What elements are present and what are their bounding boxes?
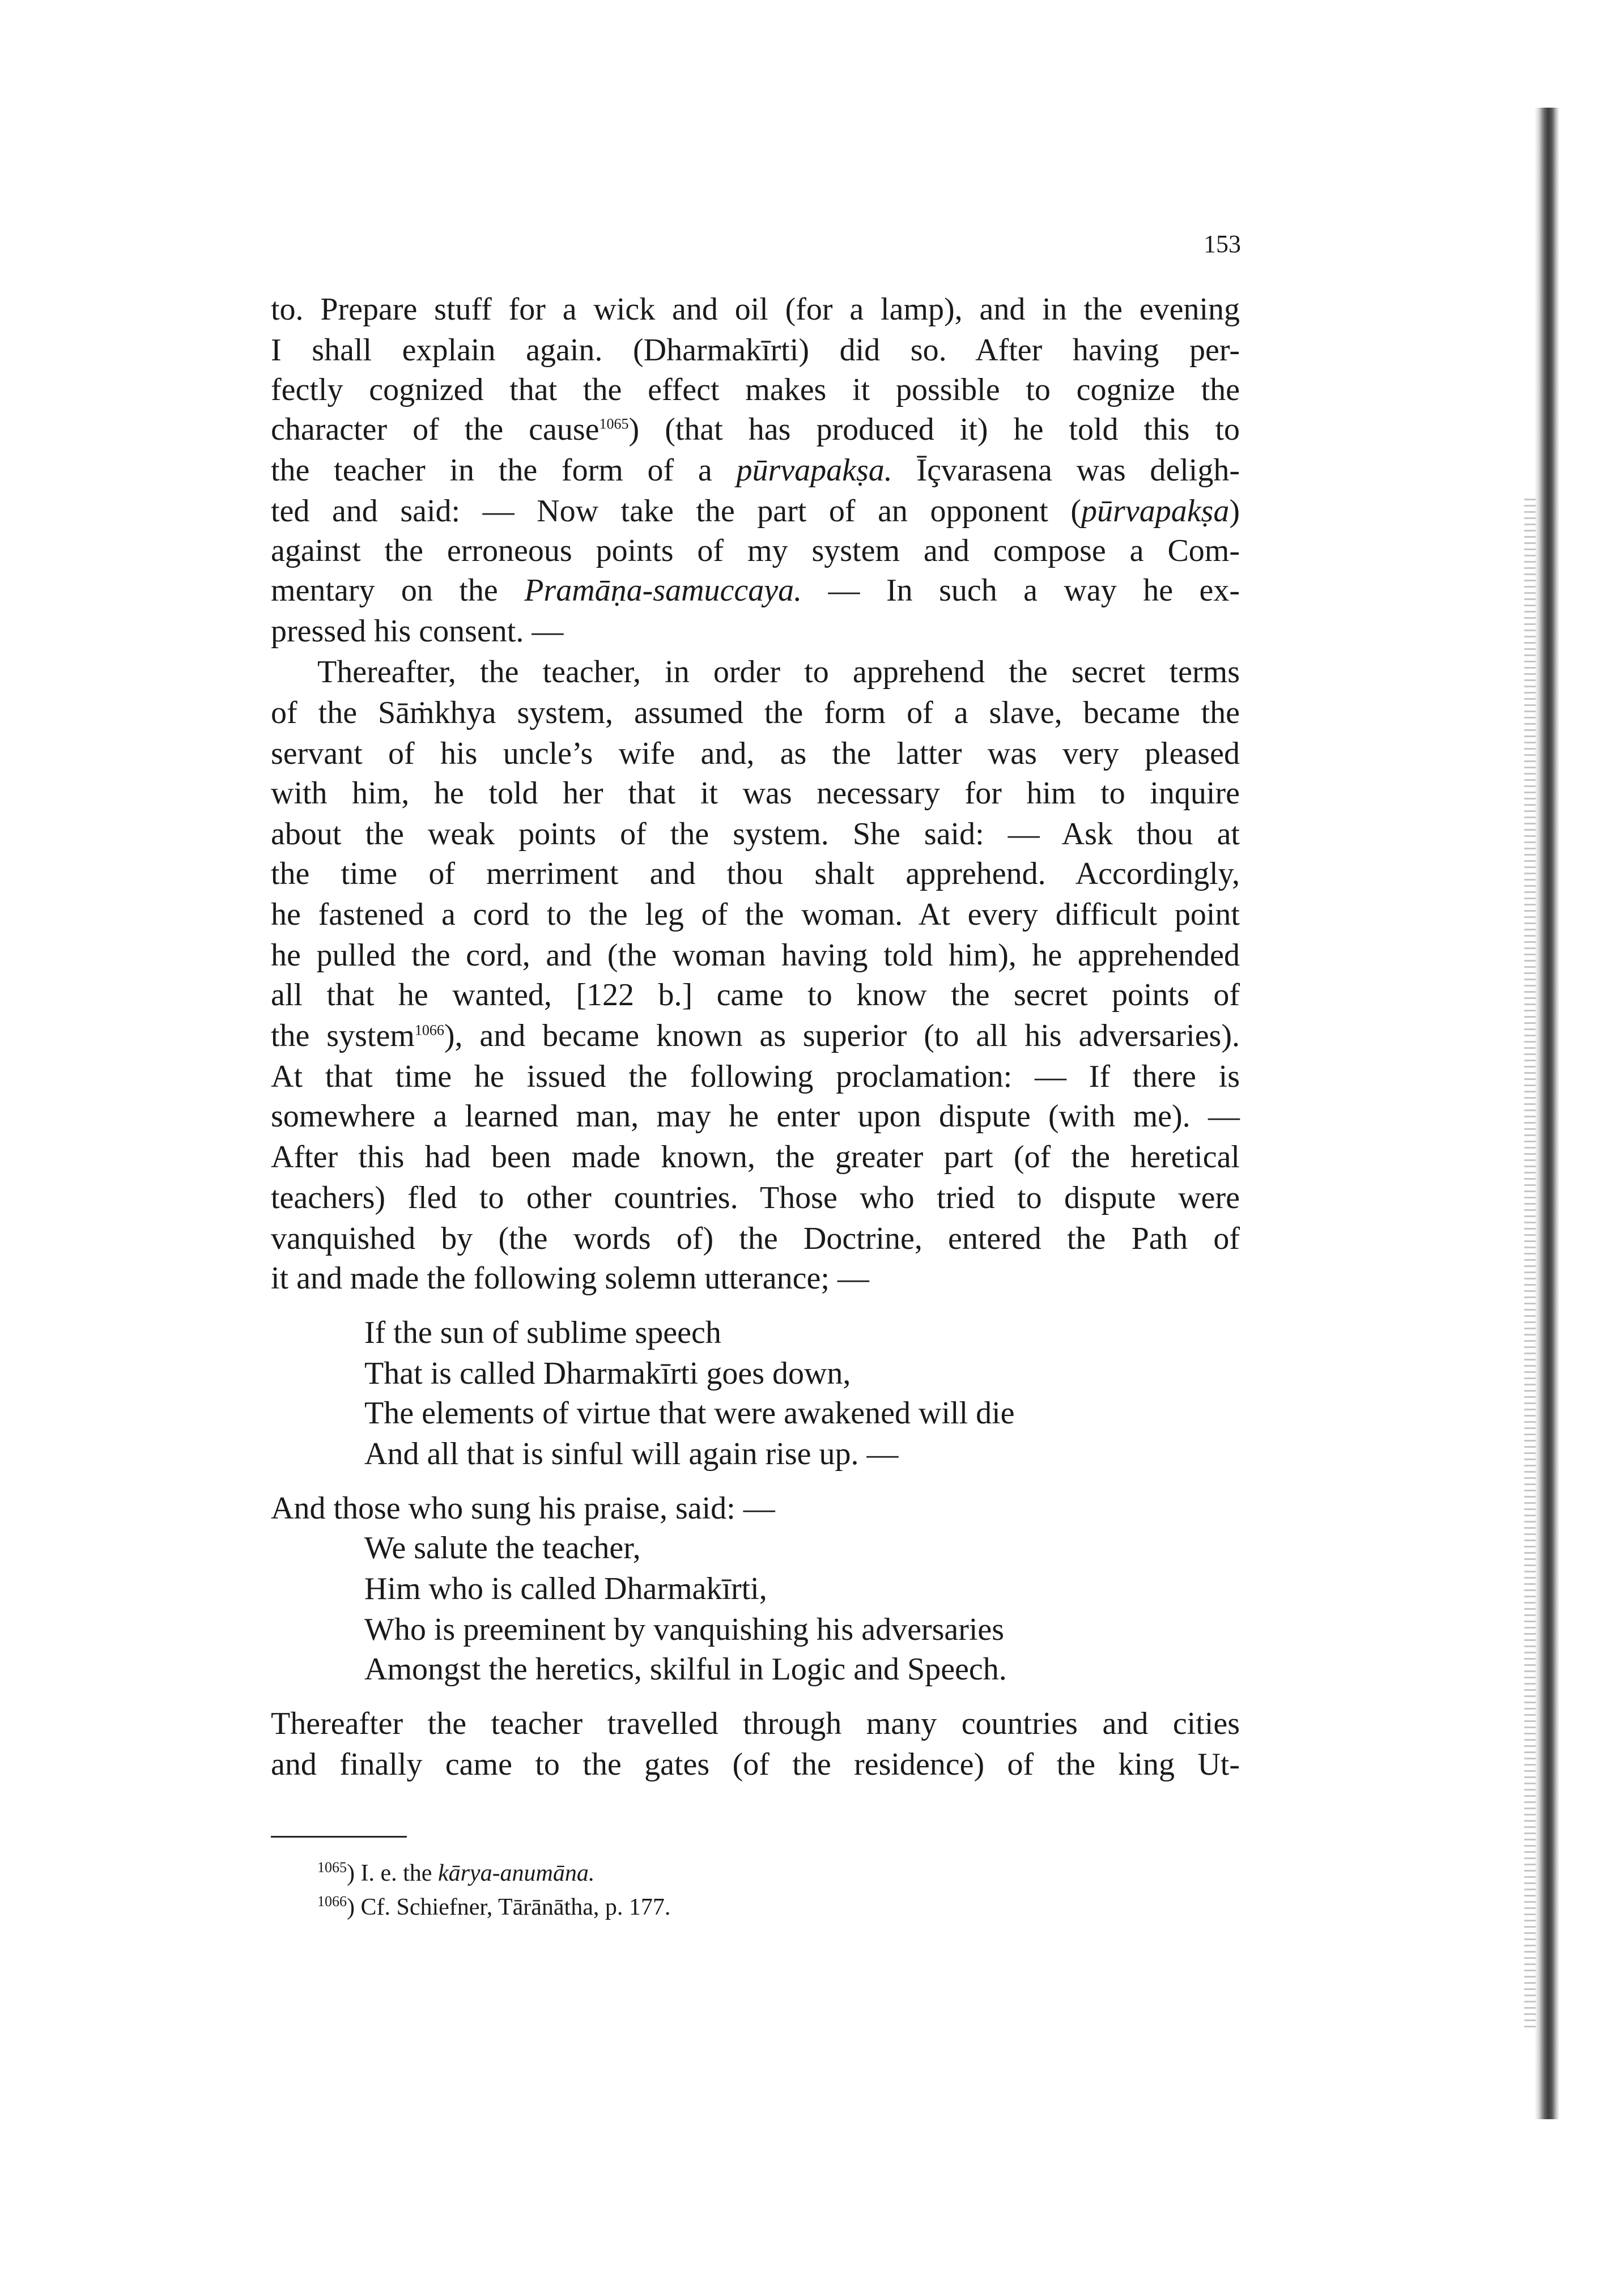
verse-line: Who is preeminent by vanquishing his adversaries	[364, 1612, 1005, 1647]
scan-binding-edge	[1534, 108, 1559, 2119]
text-line: Thereafter, the teacher, in order to apprehend the secret terms	[317, 654, 1240, 690]
text-line: with him, he told her that it was necessary for him to inquire	[271, 776, 1240, 811]
text-line: pressed his consent. —	[271, 614, 564, 649]
footnote-ref-1066: 1066	[414, 1022, 444, 1039]
text-line: mentary on the Pramāṇa-samuccaya. — In such a way he ex-	[271, 573, 1240, 608]
text-line: he fastened a cord to the leg of the woman. At every difficult point	[271, 897, 1240, 932]
page-number: 153	[1204, 230, 1241, 258]
text-line: After this had been made known, the greater part (of the heretical	[271, 1140, 1240, 1175]
text-line: the time of merriment and thou shalt apprehend. Accordingly,	[271, 856, 1240, 891]
verse-line: Amongst the heretics, skilful in Logic and Speech.	[364, 1652, 1007, 1687]
text-line: all that he wanted, [122 b.] came to know the secret points of	[271, 977, 1240, 1013]
verse-line: That is called Dharmakīrti goes down,	[364, 1356, 851, 1391]
scan-binding-texture	[1524, 499, 1536, 2029]
text-line: servant of his uncle’s wife and, as the latter was very pleased	[271, 736, 1240, 771]
text-line: somewhere a learned man, may he enter upon dispute (with me). —	[271, 1099, 1240, 1134]
text-line: Thereafter the teacher travelled through many countries and cities	[271, 1706, 1240, 1741]
text-line: character of the cause$^{1065}$) (that has produced it) he told this to	[271, 412, 1240, 447]
footnote-1065: $^{1065}$) I. e. the kārya-anumāna.	[317, 1859, 595, 1886]
text-line: of the Sāṁkhya system, assumed the form of a slave, became the	[271, 695, 1240, 730]
text-line: against the erroneous points of my system and compose a Com-	[271, 533, 1240, 568]
text-line: fectly cognized that the effect makes it possible to cognize the	[271, 372, 1240, 407]
text-line: ted and said: — Now take the part of an opponent (pūrvapakṣa)	[271, 494, 1240, 529]
praise-intro: And those who sung his praise, said: —	[271, 1491, 775, 1526]
verse-line: The elements of virtue that were awakened will die	[364, 1396, 1015, 1431]
footnote-divider	[271, 1836, 407, 1838]
text-line: teachers) fled to other countries. Those who tried to dispute were	[271, 1180, 1240, 1215]
text-line: I shall explain again. (Dharmakīrti) did so. After having per-	[271, 333, 1240, 368]
text-line: to. Prepare stuff for a wick and oil (for a lamp), and in the evening	[271, 292, 1240, 327]
text-line: the system$^{1066}$), and became known as superior (to all his adversaries).	[271, 1018, 1240, 1053]
footnote-1066: $^{1066}$) Cf. Schiefner, Tārānātha, p. 177.	[317, 1893, 671, 1920]
verse-line: And all that is sinful will again rise up. —	[364, 1436, 899, 1472]
text-line: he pulled the cord, and (the woman having told him), he apprehended	[271, 938, 1240, 973]
text-line: about the weak points of the system. She said: — Ask thou at	[271, 817, 1240, 852]
text-line: it and made the following solemn utterance; —	[271, 1261, 869, 1296]
verse-line: Him who is called Dharmakīrti,	[364, 1571, 767, 1606]
footnote-ref-1065: 1065	[599, 415, 629, 432]
text-line: the teacher in the form of a pūrvapakṣa. Īçvarasena was deligh-	[271, 453, 1240, 488]
text-line: vanquished by (the words of) the Doctrine, entered the Path of	[271, 1221, 1240, 1256]
verse-line: We salute the teacher,	[364, 1530, 641, 1566]
text-line: and finally came to the gates (of the residence) of the king Ut-	[271, 1747, 1240, 1782]
text-line: At that time he issued the following proclamation: — If there is	[271, 1059, 1240, 1094]
verse-line: If the sun of sublime speech	[364, 1315, 721, 1350]
